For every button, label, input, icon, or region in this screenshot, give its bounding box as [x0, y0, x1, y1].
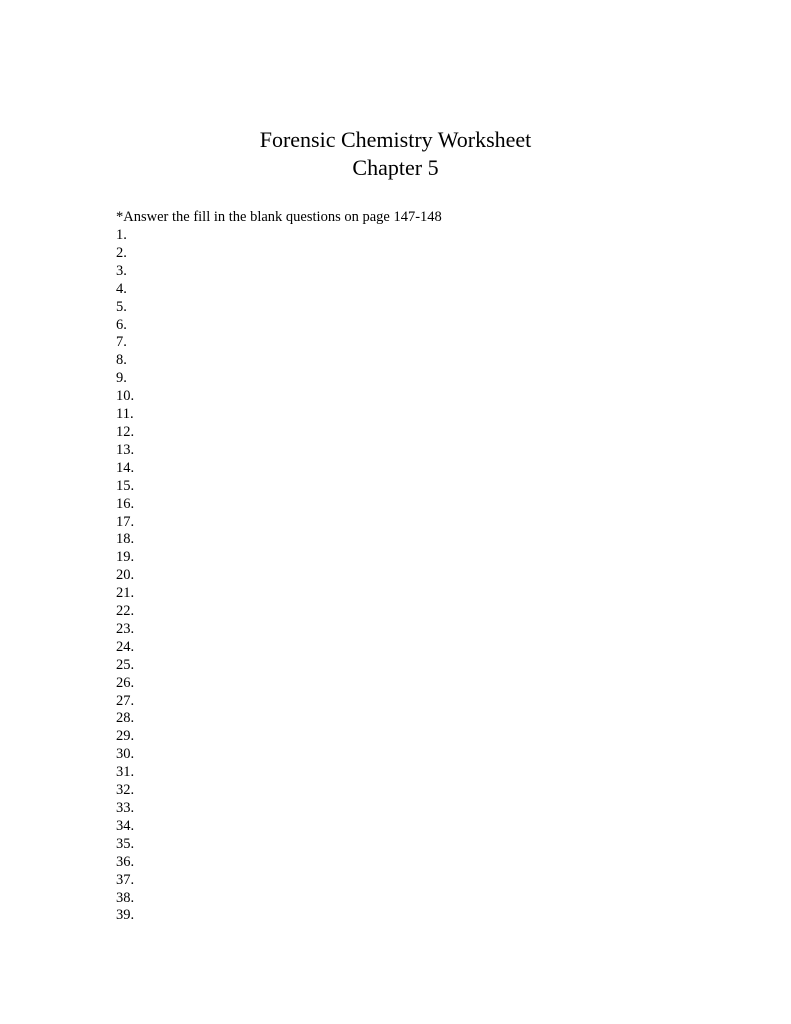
answer-item: 22.	[116, 603, 135, 620]
answer-item: 4.	[116, 280, 127, 297]
answer-item: 38.	[116, 889, 135, 906]
answer-item: 29.	[116, 728, 135, 745]
answer-list	[116, 227, 134, 925]
answer-item: 12.	[116, 423, 135, 440]
answer-item: 14.	[116, 459, 135, 476]
answer-item: 13.	[116, 441, 135, 458]
answer-item: 16.	[116, 495, 135, 512]
answer-item: 1.	[116, 227, 127, 243]
answer-item: 36.	[116, 853, 135, 870]
answer-item: 8.	[116, 352, 127, 369]
answer-item: 15.	[116, 477, 135, 494]
answer-item: 37.	[116, 871, 135, 888]
answer-item: 2.	[116, 244, 127, 261]
answer-item: 20.	[116, 567, 135, 584]
answer-item: 21.	[116, 585, 135, 602]
answer-item: 7.	[116, 334, 127, 351]
answer-item: 10.	[116, 388, 135, 405]
answer-item: 23.	[116, 620, 135, 637]
title-block	[0, 126, 791, 182]
answer-item: 27.	[116, 692, 135, 709]
answer-item: 30.	[116, 746, 135, 763]
answer-item: 3.	[116, 262, 127, 279]
answer-item: 32.	[116, 782, 135, 799]
answer-item: 9.	[116, 370, 127, 387]
answer-item: 31.	[116, 764, 135, 781]
answer-item: 39.	[116, 907, 135, 924]
answer-item: 34.	[116, 817, 135, 834]
answer-item: 28.	[116, 710, 135, 727]
answer-item: 6.	[116, 316, 127, 333]
answer-item: 25.	[116, 656, 135, 673]
answer-item: 18.	[116, 531, 135, 548]
answer-item: 26.	[116, 674, 135, 691]
page-title: Forensic Chemistry Worksheet	[259, 127, 532, 152]
answer-item: 11.	[116, 406, 134, 423]
answer-item: 33.	[116, 800, 135, 816]
answer-item: 17.	[116, 513, 135, 530]
answer-item: 19.	[116, 549, 135, 566]
chapter-subtitle: Chapter 5	[352, 155, 439, 180]
instruction-text: *Answer the fill in the blank questions on page 147-148	[116, 209, 442, 225]
answer-item: 24.	[116, 638, 135, 655]
answer-item: 35.	[116, 835, 135, 852]
answer-item: 5.	[116, 298, 127, 315]
